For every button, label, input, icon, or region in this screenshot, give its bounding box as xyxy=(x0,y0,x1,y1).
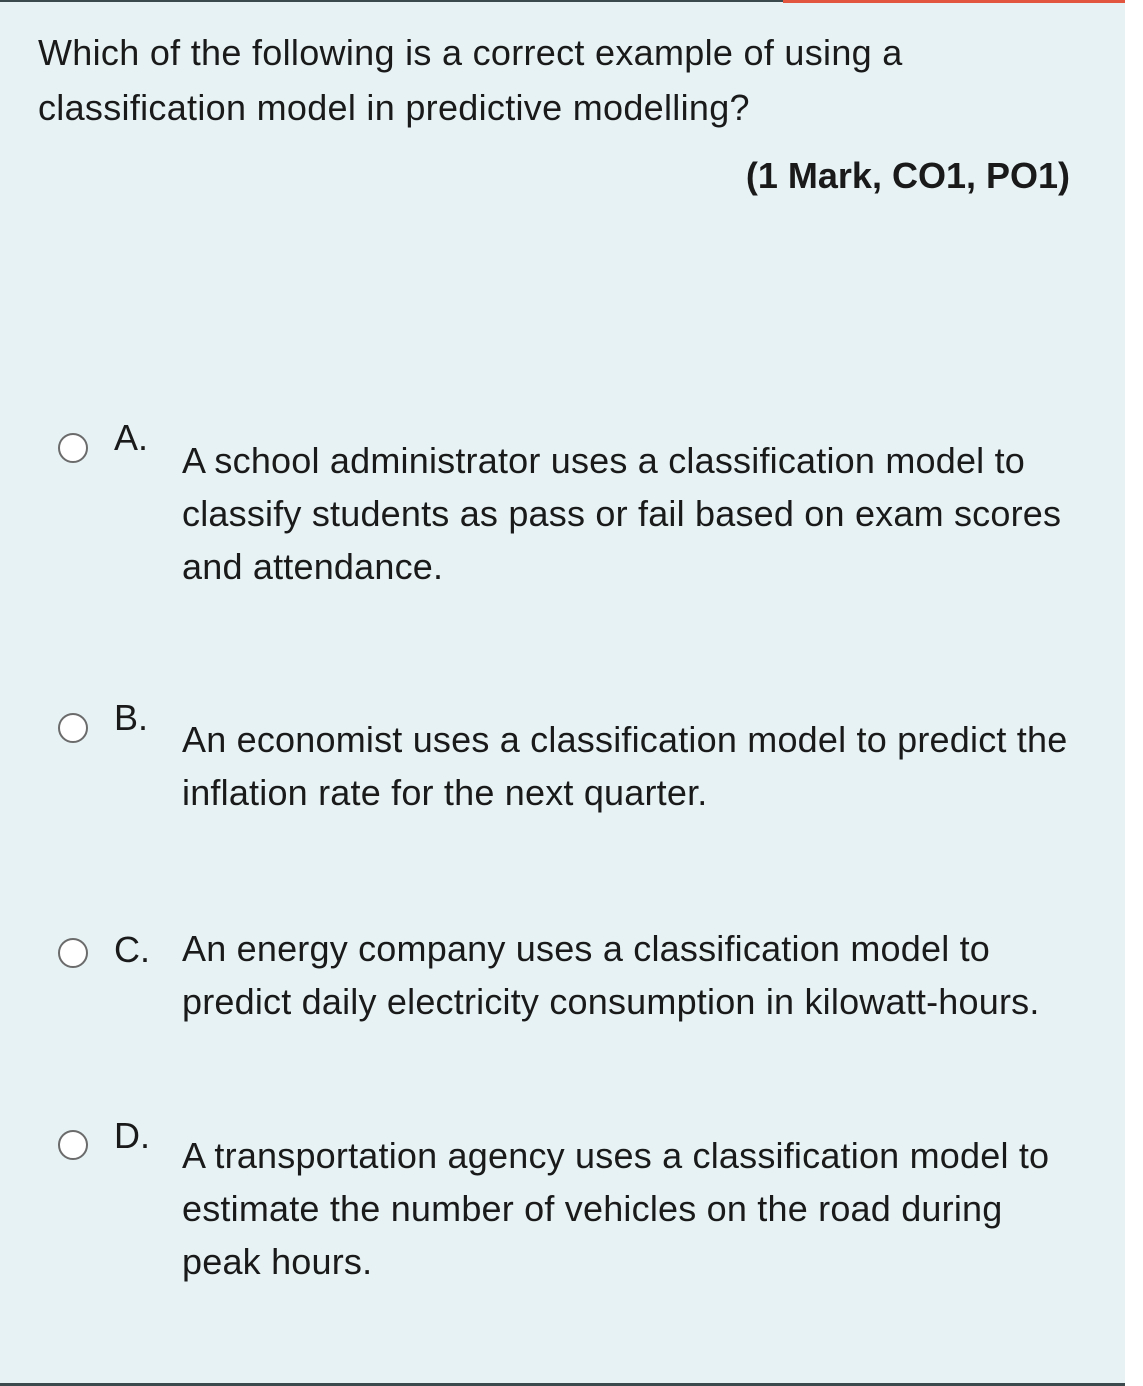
radio-button-icon[interactable] xyxy=(58,433,88,463)
option-text[interactable]: A school administrator uses a classification model to classify students as pass or fail based on exam scores and attendance. xyxy=(182,440,1062,587)
option-text[interactable]: An economist uses a classification model to predict the inflation rate for the next quarter. xyxy=(182,719,1068,813)
marks-label: (1 Mark, CO1, PO1) xyxy=(745,155,1070,196)
option-text[interactable]: An energy company uses a classification model to predict daily electricity consumption in kilowatt-hours. xyxy=(182,928,1040,1022)
option-letter: A. xyxy=(114,417,149,458)
option-letter: C. xyxy=(114,929,150,970)
question-text: Which of the following is a correct example of using a classification model in predictive modelling? xyxy=(38,32,903,128)
radio-button-icon[interactable] xyxy=(58,713,88,743)
option-text[interactable]: A transportation agency uses a classification model to estimate the number of vehicles on the road during peak hours. xyxy=(182,1135,1050,1282)
radio-button-icon[interactable] xyxy=(58,1130,88,1160)
radio-button-icon[interactable] xyxy=(58,938,88,968)
progress-accent-bar xyxy=(783,0,1125,3)
option-letter: D. xyxy=(114,1115,150,1156)
page-margin xyxy=(1125,0,1143,1386)
option-letter: B. xyxy=(114,697,149,738)
